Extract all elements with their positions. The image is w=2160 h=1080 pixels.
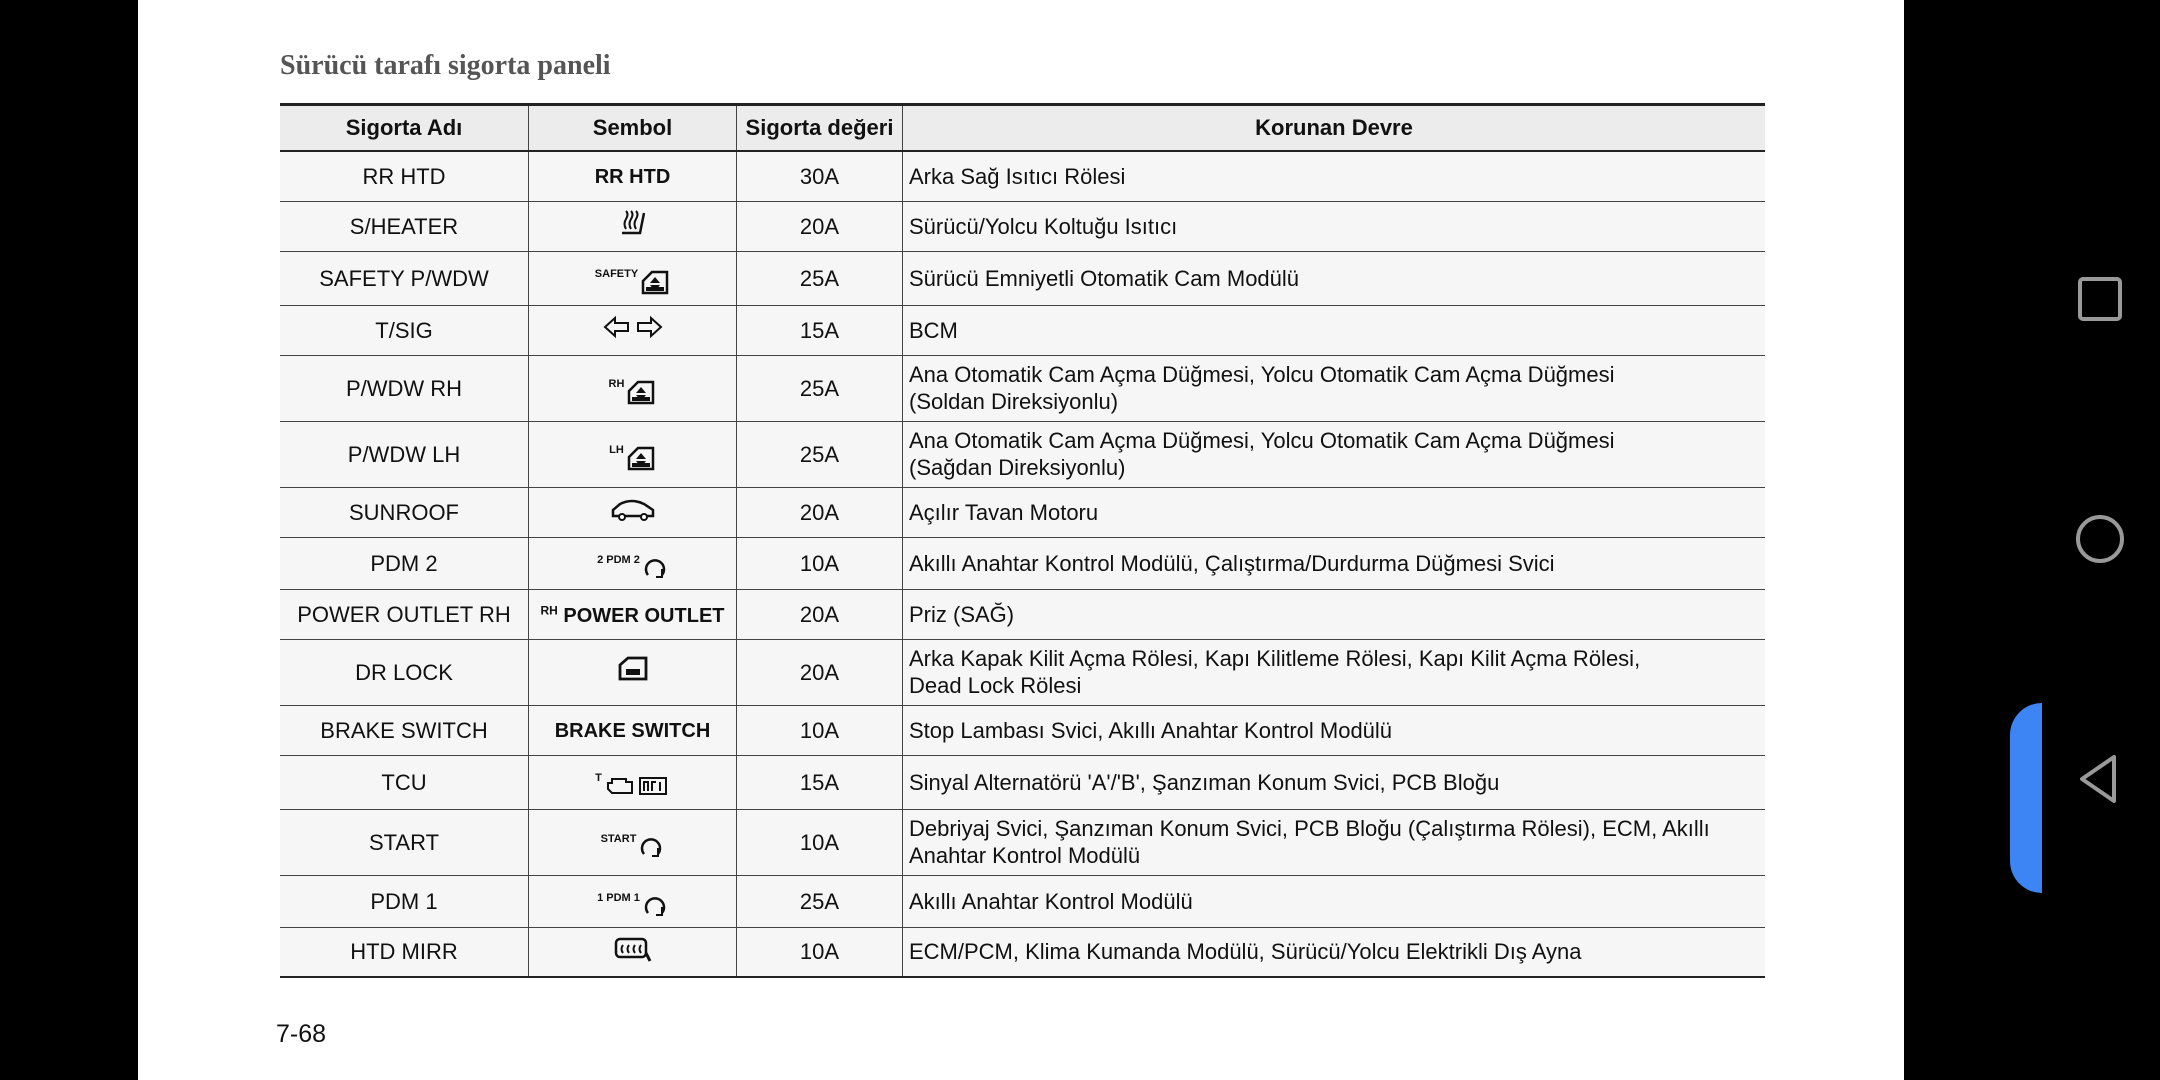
fuse-symbol-cell — [529, 755, 737, 809]
sunroof-icon — [610, 496, 656, 528]
protected-circuit-line: ECM/PCM, Klima Kumanda Modülü, Sürücü/Yolcu Elektrikli Dış Ayna — [909, 939, 1582, 965]
fuse-symbol-mini-label: 1 PDM 1 — [597, 891, 640, 904]
protected-circuit-cell — [903, 809, 1766, 875]
protected-circuit-line: Priz (SAĞ) — [909, 601, 1015, 627]
fuse-rating-cell: 25A — [737, 421, 903, 487]
protected-circuit-line: Stop Lambası Svici, Akıllı Anahtar Kontrol Modülü — [909, 717, 1393, 743]
protected-circuit-cell — [903, 705, 1766, 755]
fuse-symbol-mini-label: RH — [608, 377, 625, 390]
fuse-name-cell: PDM 2 — [280, 537, 529, 589]
fuse-symbol-label: BRAKE SWITCH — [554, 719, 711, 742]
protected-circuit-cell — [903, 201, 1766, 251]
protected-circuit-line: Akıllı Anahtar Kontrol Modülü, Çalıştırma/Durdurma Düğmesi Svici — [909, 550, 1555, 576]
fuse-name-cell: TCU — [280, 755, 529, 809]
fuse-name-cell: BRAKE SWITCH — [280, 705, 529, 755]
fuse-rating-cell: 20A — [737, 589, 903, 639]
fuse-name-cell: S/HEATER — [280, 201, 529, 251]
fuse-name-cell: T/SIG — [280, 305, 529, 355]
table-row — [280, 875, 1765, 927]
fuse-table-body — [280, 151, 1765, 977]
document-page — [138, 0, 1904, 1080]
fuse-name-cell: P/WDW RH — [280, 355, 529, 421]
protected-circuit-line: Debriyaj Svici, Şanzıman Konum Svici, PCB Bloğu (Çalıştırma Rölesi), ECM, Akıllı — [909, 816, 1710, 841]
fuse-symbol-mini-label: 2 PDM 2 — [597, 553, 640, 566]
fuse-symbol-prefix: RH — [540, 603, 558, 618]
fuse-name-cell: DR LOCK — [280, 639, 529, 705]
table-row — [280, 589, 1765, 639]
pdm-icon — [597, 893, 668, 923]
pdm-icon — [597, 555, 668, 585]
fuse-symbol-cell — [529, 875, 737, 927]
protected-circuit-cell — [903, 927, 1766, 977]
fuse-name-cell: HTD MIRR — [280, 927, 529, 977]
turn-signal-icon — [601, 315, 665, 345]
fuse-name-cell: PDM 1 — [280, 875, 529, 927]
table-row — [280, 639, 1765, 705]
protected-circuit-line: Arka Sağ Isıtıcı Rölesi — [909, 163, 1126, 189]
fuse-name-cell: RR HTD — [280, 151, 529, 201]
start-icon — [601, 834, 665, 864]
header-symbol: Sembol — [529, 105, 737, 152]
protected-circuit-line: Sürücü Emniyetli Otomatik Cam Modülü — [909, 265, 1300, 291]
protected-circuit-cell — [903, 875, 1766, 927]
header-fuse-name: Sigorta Adı — [280, 105, 529, 152]
fuse-symbol-label: POWER OUTLET — [563, 605, 725, 628]
fuse-symbol-cell — [529, 251, 737, 305]
fuse-rating-cell: 10A — [737, 705, 903, 755]
protected-circuit-line: Dead Lock Rölesi — [909, 673, 1082, 698]
page-title: Sürücü tarafı sigorta paneli — [280, 50, 611, 81]
fuse-rating-cell: 10A — [737, 927, 903, 977]
protected-circuit-line: (Sağdan Direksiyonlu) — [909, 455, 1126, 480]
protected-circuit-cell — [903, 251, 1766, 305]
fuse-table — [280, 103, 1765, 978]
protected-circuit-line: Sinyal Alternatörü 'A'/'B', Şanzıman Konum Svici, PCB Bloğu — [909, 769, 1500, 795]
back-icon[interactable] — [2070, 749, 2130, 809]
protected-circuit-line: Ana Otomatik Cam Açma Düğmesi, Yolcu Otomatik Cam Açma Düğmesi — [909, 428, 1615, 453]
fuse-symbol-cell — [529, 151, 737, 201]
fuse-name-cell: START — [280, 809, 529, 875]
fuse-symbol-cell — [529, 355, 737, 421]
home-icon[interactable] — [2070, 509, 2130, 569]
fuse-rating-cell: 25A — [737, 875, 903, 927]
fuse-symbol-text — [595, 166, 671, 188]
fuse-symbol-cell — [529, 639, 737, 705]
header-rating: Sigorta değeri — [737, 105, 903, 152]
table-row — [280, 487, 1765, 537]
fuse-symbol-mini-label: SAFETY — [594, 267, 639, 280]
fuse-rating-cell: 10A — [737, 809, 903, 875]
heated-mirror-icon — [613, 935, 653, 969]
protected-circuit-cell — [903, 639, 1766, 705]
fuse-symbol-cell — [529, 201, 737, 251]
door-lock-icon — [616, 655, 650, 689]
protected-circuit-line: Sürücü/Yolcu Koltuğu Isıtıcı — [909, 213, 1178, 239]
fuse-symbol-cell — [529, 809, 737, 875]
protected-circuit-line: Anahtar Kontrol Modülü — [909, 843, 1141, 868]
protected-circuit-cell — [903, 151, 1766, 201]
fuse-symbol-cell — [529, 705, 737, 755]
table-header-row — [280, 105, 1765, 152]
table-row — [280, 201, 1765, 251]
protected-circuit-line: Ana Otomatik Cam Açma Düğmesi, Yolcu Otomatik Cam Açma Düğmesi — [909, 362, 1615, 387]
fuse-symbol-cell — [529, 927, 737, 977]
fuse-rating-cell: 15A — [737, 305, 903, 355]
fuse-rating-cell: 25A — [737, 355, 903, 421]
page-number: 7-68 — [276, 1020, 327, 1048]
fuse-name-cell: SAFETY P/WDW — [280, 251, 529, 305]
fuse-symbol-cell — [529, 537, 737, 589]
fuse-symbol-cell — [529, 589, 737, 639]
fuse-rating-cell: 20A — [737, 201, 903, 251]
seat-heater-icon — [616, 209, 650, 243]
protected-circuit-cell — [903, 755, 1766, 809]
fuse-rating-cell: 20A — [737, 487, 903, 537]
fuse-name-cell: P/WDW LH — [280, 421, 529, 487]
table-row — [280, 705, 1765, 755]
protected-circuit-cell — [903, 305, 1766, 355]
table-row — [280, 305, 1765, 355]
protected-circuit-line: Akıllı Anahtar Kontrol Modülü — [909, 888, 1193, 914]
table-row — [280, 927, 1765, 977]
fuse-symbol-mini-label: START — [600, 832, 637, 845]
protected-circuit-line: Arka Kapak Kilit Açma Rölesi, Kapı Kilitleme Rölesi, Kapı Kilit Açma Rölesi, — [909, 646, 1641, 671]
protected-circuit-line: Açılır Tavan Motoru — [909, 499, 1099, 525]
table-row — [280, 251, 1765, 305]
fuse-name-cell: POWER OUTLET RH — [280, 589, 529, 639]
recents-icon[interactable] — [2070, 269, 2130, 329]
protected-circuit-cell — [903, 355, 1766, 421]
protected-circuit-cell — [903, 487, 1766, 537]
fuse-symbol-cell — [529, 421, 737, 487]
table-row — [280, 809, 1765, 875]
fuse-symbol-cell — [529, 305, 737, 355]
fuse-rating-cell: 15A — [737, 755, 903, 809]
header-protected-circuit: Korunan Devre — [903, 105, 1766, 152]
protected-circuit-cell — [903, 537, 1766, 589]
fuse-symbol-text — [540, 605, 724, 627]
protected-circuit-line: (Soldan Direksiyonlu) — [909, 389, 1119, 414]
table-row — [280, 537, 1765, 589]
table-row — [280, 151, 1765, 201]
protected-circuit-cell — [903, 421, 1766, 487]
table-row — [280, 755, 1765, 809]
power-window-icon — [609, 379, 657, 411]
fuse-symbol-text — [555, 720, 711, 742]
fuse-name-cell: SUNROOF — [280, 487, 529, 537]
power-window-icon — [609, 445, 656, 477]
fuse-symbol-cell — [529, 487, 737, 537]
protected-circuit-cell — [903, 589, 1766, 639]
tcu-icon — [595, 773, 670, 805]
fuse-symbol-label: RR HTD — [594, 165, 671, 188]
scroll-handle[interactable] — [2010, 703, 2042, 893]
protected-circuit-line: BCM — [909, 317, 958, 343]
fuse-rating-cell: 25A — [737, 251, 903, 305]
fuse-rating-cell: 20A — [737, 639, 903, 705]
fuse-rating-cell: 10A — [737, 537, 903, 589]
power-window-icon — [595, 269, 670, 301]
fuse-rating-cell: 30A — [737, 151, 903, 201]
fuse-symbol-mini-label: T — [595, 771, 602, 784]
table-row — [280, 421, 1765, 487]
fuse-symbol-mini-label: LH — [609, 443, 624, 456]
table-row — [280, 355, 1765, 421]
